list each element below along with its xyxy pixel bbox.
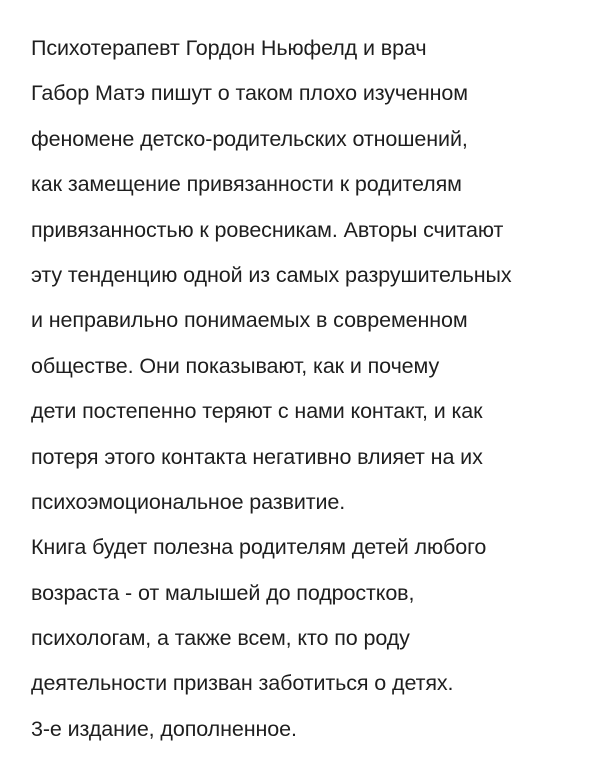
- description-line: Психотерапевт Гордон Ньюфелд и врач: [31, 36, 427, 60]
- description-line: и неправильно понимаемых в современном: [31, 308, 468, 333]
- description-line: феномене детско-родительских отношений,: [31, 126, 468, 151]
- description-line: привязанностью к ровесникам. Авторы считают: [31, 217, 504, 242]
- description-line: психологам, а также всем, кто по роду: [31, 626, 410, 651]
- description-line: деятельности призван заботиться о детях.: [31, 671, 454, 696]
- description-line: возраста - от малышей до подростков,: [31, 580, 415, 605]
- description-line: дети постепенно теряют с нами контакт, и как: [31, 399, 483, 424]
- description-line: психоэмоциональное развитие.: [31, 489, 346, 514]
- description-line: Габор Матэ пишут о таком плохо изученном: [31, 81, 468, 106]
- description-line: как замещение привязанности к родителям: [31, 172, 462, 197]
- description-line: Книга будет полезна родителям детей любого: [31, 535, 487, 560]
- description-line: обществе. Они показывают, как и почему: [31, 353, 440, 378]
- edition-note: 3-е издание, дополненное.: [31, 716, 297, 741]
- book-description: [31, 26, 601, 752]
- description-line: эту тенденцию одной из самых разрушительных: [31, 262, 512, 287]
- description-line: потеря этого контакта негативно влияет на их: [31, 444, 483, 469]
